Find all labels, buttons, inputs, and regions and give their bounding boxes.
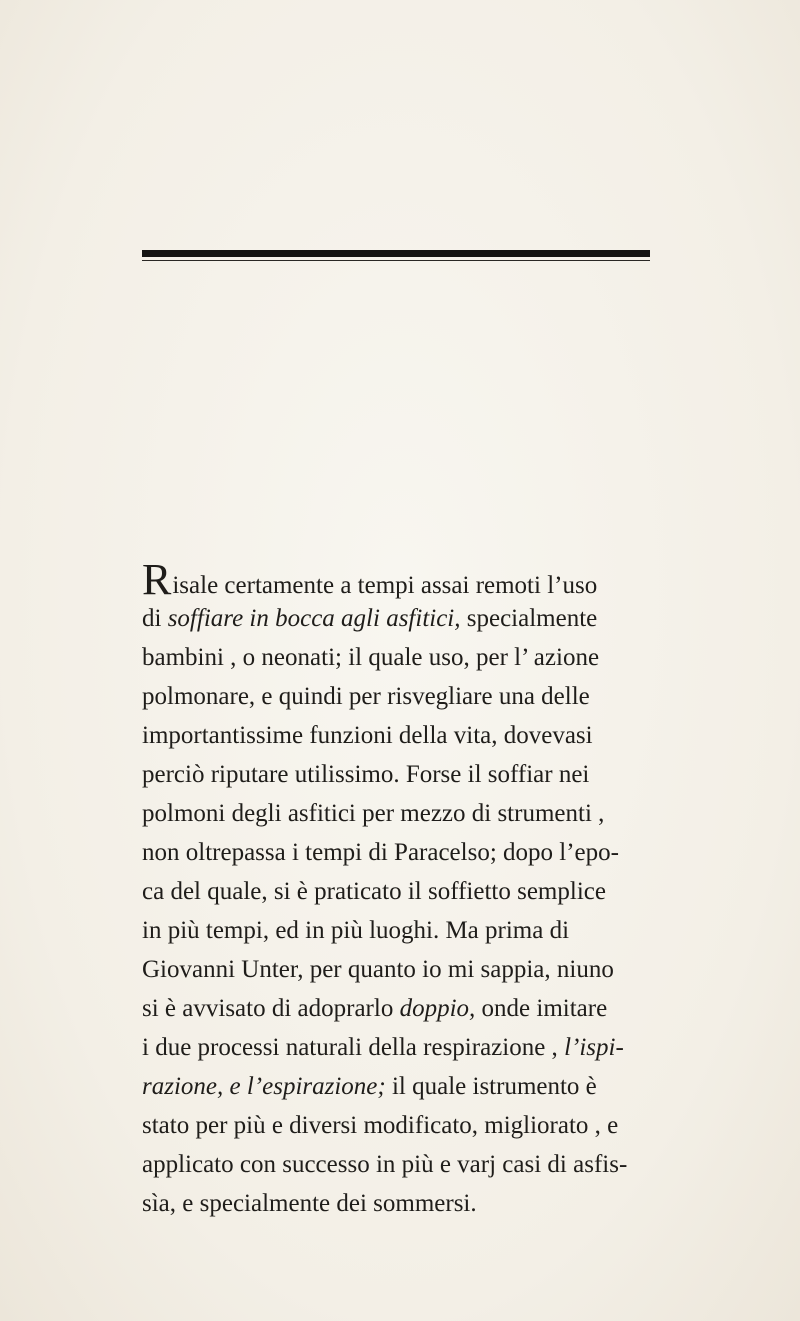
text-line [142,1106,662,1145]
text-segment: polmonare, e quindi per risvegliare una delle [142,683,590,710]
body-paragraph [142,555,662,1223]
text-segment: specialmente [460,605,598,632]
italic-text: l’ispi- [564,1034,624,1061]
text-segment: bambini , o neonati; il quale uso, per l’ azione [142,644,600,671]
text-line [142,1067,662,1106]
text-segment: polmoni degli asfitici per mezzo di strumenti , [142,800,605,827]
text-line [142,1028,662,1067]
text-line [142,1184,662,1223]
text-line [142,755,662,794]
text-line [142,1145,662,1184]
header-rule-thick [142,250,650,257]
text-segment: sìa, e specialmente dei sommersi. [142,1190,477,1217]
header-rule-thin [142,260,650,261]
italic-text: razione, e l’espirazione; [142,1073,386,1100]
text-segment: applicato con successo in più e varj casi di asfis- [142,1151,628,1178]
text-line [142,833,662,872]
drop-cap: R [142,555,172,604]
text-line [142,950,662,989]
text-line [142,716,662,755]
italic-text: soffiare in bocca agli asfitici, [167,605,461,632]
text-segment: Giovanni Unter, per quanto io mi sappia, niuno [142,956,614,983]
text-segment: perciò riputare utilissimo. Forse il soffiar nei [142,761,590,788]
text-segment: onde imitare [475,995,608,1022]
text-line [142,872,662,911]
text-segment: si è avvisato di adoprarlo [142,995,400,1022]
text-line [142,794,662,833]
text-line [142,599,662,638]
text-segment: importantissime funzioni della vita, dovevasi [142,722,593,749]
text-segment: non oltrepassa i tempi di Paracelso; dopo l’epo- [142,839,619,866]
text-segment: di [142,605,168,632]
text-line [142,911,662,950]
text-segment: ca del quale, si è praticato il soffietto semplice [142,878,606,905]
text-segment: i due processi naturali della respirazione , [142,1034,565,1061]
text-line [142,677,662,716]
text-segment: isale certamente a tempi assai remoti l’uso [172,572,598,599]
text-segment: stato per più e diversi modificato, migliorato , e [142,1112,619,1139]
text-line [142,555,662,604]
text-line [142,638,662,677]
text-segment: il quale istrumento è [385,1073,597,1100]
text-line [142,989,662,1028]
italic-text: doppio, [399,995,476,1022]
text-segment: in più tempi, ed in più luoghi. Ma prima di [142,917,570,944]
